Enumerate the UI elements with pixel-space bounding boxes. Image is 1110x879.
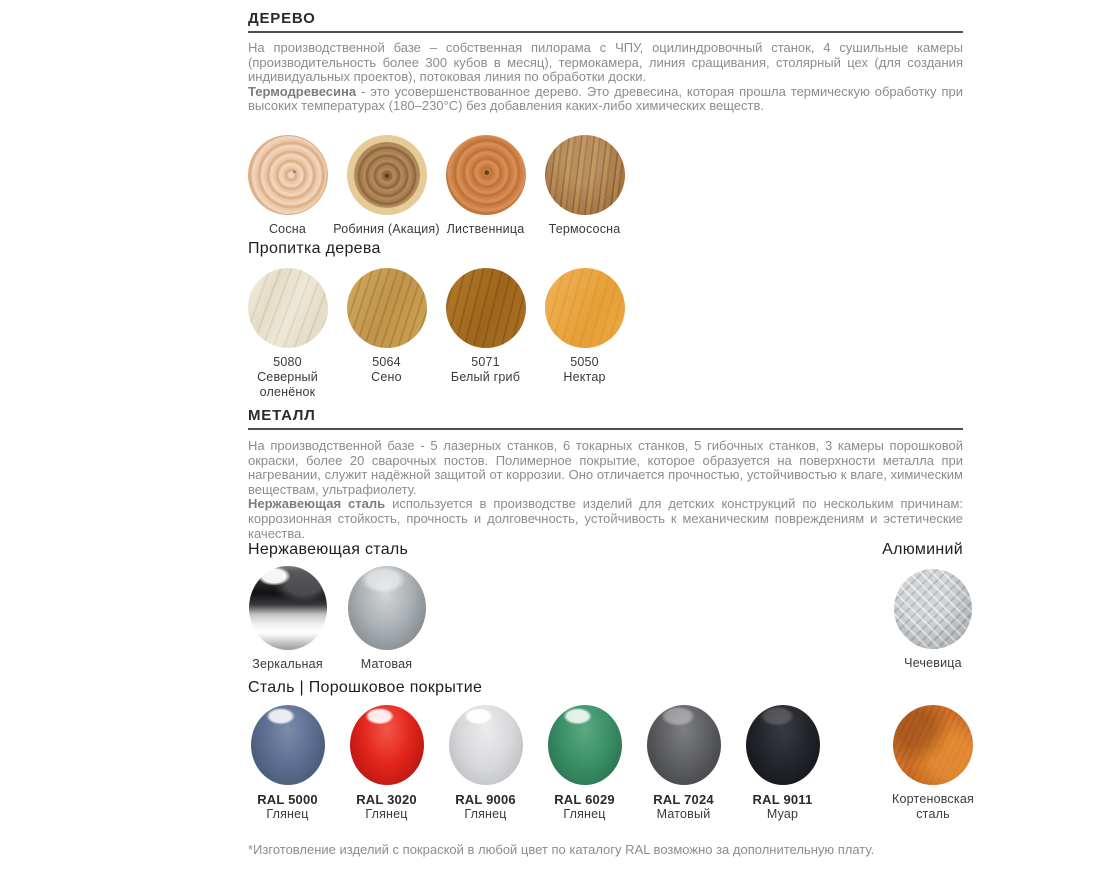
metal-paragraph-2 [248,497,963,541]
wood-section-heading: ДЕРЕВО [248,10,316,27]
impregnation-swatch-5071 [436,268,535,400]
thermopine-swatch-image [545,135,625,215]
swatch-label: Термососна [548,222,621,236]
wood-paragraph-1-text: На производственной базе – собственная пилорама с ЧПУ, оцилиндровочный станок, 4 сушильные камеры (производительность более 300 кубов в месяц), термокамера, линия сращивания, столярный цех (для создания индивидуальных проектов), потоковая линия по обработки доски. [248,40,963,85]
wood-divider [248,31,963,33]
footer-note: *Изготовление изделий с покраской в любой цвет по каталогу RAL возможно за дополнительную плату. [248,842,875,857]
metal-paragraph-1-text: На производственной базе - 5 лазерных станков, 6 токарных станков, 5 гибочных станков, 3 камеры порошковой окраски, более 20 сварочных постов. Полимерное покрытие, которое образуется на поверхности металла при нагревании, служит надёжной защитой от коррозии. Оно отличается прочностью, устойчивостью к влаге, химическим веществам, ультрафиолету. [248,438,963,497]
color-5071-swatch-image [446,268,526,348]
wood-swatch-larch [436,135,535,237]
swatch-name: Сено [371,370,402,384]
metal-description [248,439,963,541]
robinia-swatch-image [347,135,427,215]
swatch-name: Нектар [563,370,606,384]
aluminum-diamond-plate-swatch-image [894,569,972,649]
swatch-label: Робиния (Акация) [333,222,440,236]
metal-section-heading: МЕТАЛЛ [248,407,316,424]
stainless-swatch-row [238,566,973,672]
swatch-label: Матовая [360,657,413,671]
swatch-label: Зеркальная [252,657,323,671]
swatch-label: Сосна [268,222,307,236]
swatch-label: Кортеновская сталь [892,792,974,821]
stainless-heading: Нержавеющая сталь [248,541,409,558]
stainless-swatch-matte [337,566,436,672]
ral-5000-swatch-image [251,705,325,785]
ral-code: RAL 5000 [257,792,318,807]
swatch-code: 5080 [273,355,302,369]
swatch-name: Северный оленёнок [257,370,318,399]
powder-swatch-ral6029 [535,705,634,822]
swatch-label [753,792,813,822]
wood-paragraph-2 [248,85,963,114]
ral-code: RAL 9011 [752,792,813,807]
metal-paragraph-1 [248,439,963,497]
powder-swatch-ral7024 [634,705,733,822]
color-5080-swatch-image [248,268,328,348]
ral-finish: Матовый [656,807,711,821]
swatch-label [238,355,337,400]
corten-steel-swatch-image [893,705,973,785]
powder-swatch-corten [883,705,983,822]
ral-finish: Глянец [563,807,606,821]
mirror-steel-swatch-image [249,566,327,650]
swatch-label [451,355,520,385]
swatch-label: Чечевица [904,656,962,670]
ral-9006-swatch-image [449,705,523,785]
wood-description [248,41,963,114]
aluminum-swatch-lentil [883,566,983,671]
ral-code: RAL 6029 [554,792,615,807]
wood-swatch-pine [238,135,337,237]
pine-swatch-image [248,135,328,215]
swatch-label [563,355,605,385]
thermowood-term: Термодревесина [248,83,357,99]
swatch-label [257,792,318,822]
content-column [248,0,974,879]
ral-6029-swatch-image [548,705,622,785]
wood-swatch-robinia [333,135,440,237]
powder-swatch-ral3020 [337,705,436,822]
powder-coating-heading: Сталь | Порошковое покрытие [248,679,483,696]
impregnation-swatch-5050 [535,268,634,400]
swatch-label: Лиственница [446,222,525,236]
larch-swatch-image [446,135,526,215]
powder-swatch-ral9011 [733,705,832,822]
impregnation-swatch-5080 [238,268,337,400]
wood-swatch-thermopine [535,135,634,237]
wood-paragraph-2-text: - это усовершенствованное дерево. Это древесина, которая прошла термическую обработку при высоких температурах (180–230°С) без добавления каких-либо химических веществ. [248,83,963,114]
ral-7024-swatch-image [647,705,721,785]
powder-swatch-row [238,705,973,822]
impregnation-swatch-5064 [337,268,436,400]
color-5050-swatch-image [545,268,625,348]
matte-steel-swatch-image [348,566,426,650]
powder-swatch-ral5000 [238,705,337,822]
ral-9011-swatch-image [746,705,820,785]
swatch-label [356,792,417,822]
ral-finish: Глянец [266,807,309,821]
metal-paragraph-2-text: используется в производстве изделий для детских конструкций по нескольким причинам: коррозионная стойкость, прочность и долговечность, устойчивость к механическим повреждениям и эстетические качества. [248,496,964,541]
aluminum-heading: Алюминий [882,541,963,558]
stainless-term: Нержавеющая сталь [248,496,386,512]
ral-code: RAL 7024 [653,792,714,807]
impregnation-swatch-row [238,268,973,400]
ral-code: RAL 3020 [356,792,417,807]
swatch-label [371,355,402,385]
swatch-label [653,792,714,822]
stainless-swatch-mirror [238,566,337,672]
swatch-code: 5050 [570,355,599,369]
ral-finish: Глянец [464,807,507,821]
ral-finish: Глянец [365,807,408,821]
powder-swatch-ral9006 [436,705,535,822]
wood-swatch-row [238,135,973,237]
impregnation-heading: Пропитка дерева [248,240,381,257]
swatch-label [554,792,615,822]
swatch-code: 5071 [471,355,500,369]
color-5064-swatch-image [347,268,427,348]
metal-divider [248,428,963,430]
swatch-label [455,792,516,822]
swatch-code: 5064 [372,355,401,369]
ral-code: RAL 9006 [455,792,516,807]
wood-paragraph-1 [248,41,963,85]
swatch-name: Белый гриб [450,370,521,384]
ral-finish: Муар [766,807,799,821]
ral-3020-swatch-image [350,705,424,785]
